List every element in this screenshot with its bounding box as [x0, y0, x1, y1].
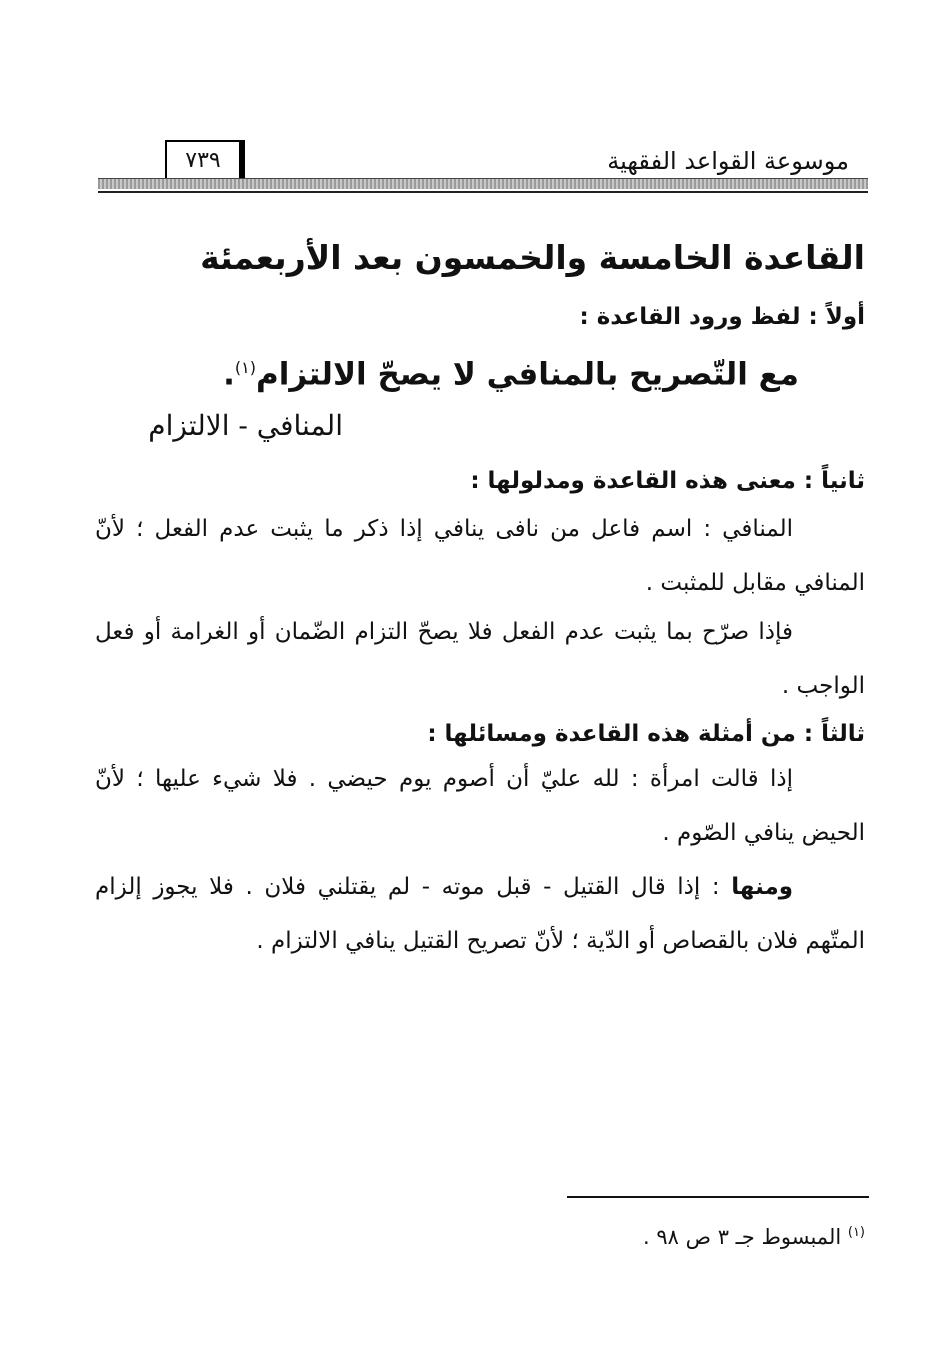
- rule-statement: [179, 342, 799, 400]
- footnote-text: المبسوط جـ ٣ ص ٩٨ .: [643, 1225, 848, 1249]
- rule-title: القاعدة الخامسة والخمسون بعد الأربعمئة: [200, 238, 865, 277]
- footnote-marker: (١): [847, 1225, 865, 1240]
- footnote-reference: (١): [234, 358, 257, 377]
- running-title: موسوعة القواعد الفقهية: [607, 147, 849, 175]
- footnote-separator: [567, 1196, 869, 1198]
- rule-statement-end: .: [223, 356, 235, 393]
- paragraph-meaning-1: المنافي : اسم فاعل من نافى ينافي إذا ذكر ما يثبت عدم الفعل ؛ لأنّ المنافي مقابل للمثبت .: [95, 516, 865, 596]
- footnote: [365, 1215, 865, 1255]
- keywords: المنافي - الالتزام: [148, 409, 343, 442]
- example-lead: ومنها: [731, 874, 793, 900]
- example-body: : إذا قال القتيل - قبل موته - لم يقتلني فلان . فلا يجوز إلزام المتّهم فلان بالقصاص أو الدّية ؛ لأنّ تصريح القتيل ينافي الالتزام .: [95, 874, 865, 954]
- page-number: ٧٣٩: [165, 140, 245, 180]
- paragraph-example-2: [95, 860, 865, 968]
- section-heading-wording: أولاً : لفظ ورود القاعدة :: [579, 304, 865, 330]
- section-heading-meaning: ثانياً : معنى هذه القاعدة ومدلولها :: [470, 468, 865, 494]
- header-rule-thin: [98, 191, 868, 193]
- paragraph-example-1: إذا قالت امرأة : لله عليّ أن أصوم يوم حيضي . فلا شيء عليها ؛ لأنّ الحيض ينافي الصّوم .: [95, 766, 865, 846]
- header-rule: [98, 178, 868, 189]
- rule-statement-text: مع التّصريح بالمنافي لا يصحّ الالتزام: [256, 356, 799, 393]
- paragraph-meaning-2: فإذا صرّح بما يثبت عدم الفعل فلا يصحّ التزام الضّمان أو الغرامة أو فعل الواجب .: [95, 619, 865, 699]
- section-heading-examples: ثالثاً : من أمثلة هذه القاعدة ومسائلها :: [427, 721, 865, 747]
